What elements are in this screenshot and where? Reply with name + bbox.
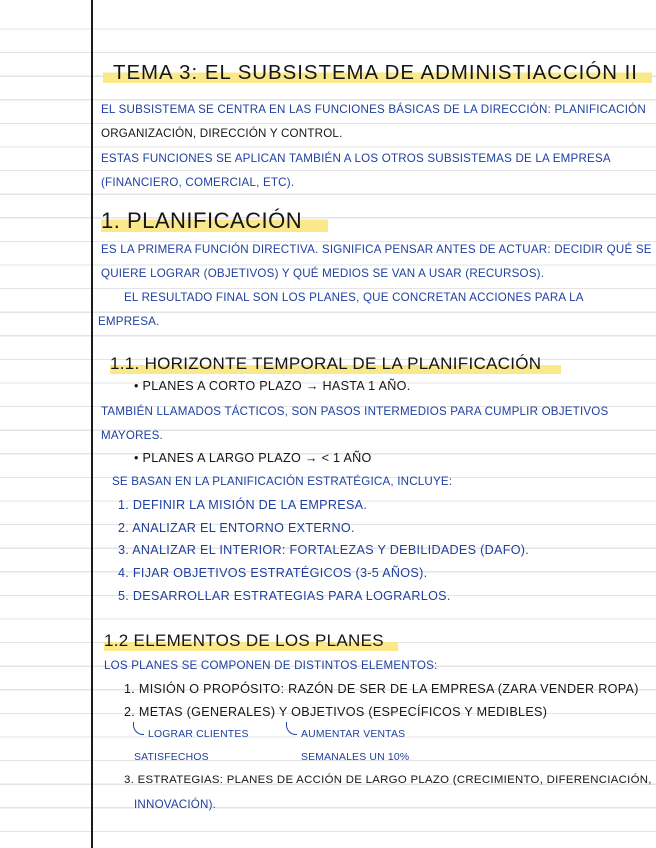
planificacion-line-2: QUIERE LOGRAR (OBJETIVOS) Y QUÉ MEDIOS SE VAN A USAR (RECURSOS).: [101, 267, 545, 280]
intro-line-2: ORGANIZACIÓN, DIRECCIÓN Y CONTROL.: [101, 127, 343, 140]
heading-horizonte: 1.1. HORIZONTE TEMPORAL DE LA PLANIFICACIÓN: [110, 354, 561, 374]
horizonte-note-1: TAMBIÉN LLAMADOS TÁCTICOS, SON PASOS INTERMEDIOS PARA CUMPLIR OBJETIVOS: [101, 405, 609, 418]
margin-line: [91, 0, 93, 848]
elemento-metas: 2. METAS (GENERALES) Y OBJETIVOS (ESPECÍFICOS Y MEDIBLES): [124, 705, 548, 719]
meta-example-1: LOGRAR CLIENTES: [148, 729, 249, 740]
horizonte-note-2: MAYORES.: [101, 429, 163, 442]
planificacion-line-1: ES LA PRIMERA FUNCIÓN DIRECTIVA. SIGNIFICA PENSAR ANTES DE ACTUAR: DECIDIR QUÉ SE: [101, 243, 652, 256]
estrategia-step-4: 4. FIJAR OBJETIVOS ESTRATÉGICOS (3-5 AÑOS).: [118, 566, 428, 580]
intro-line-4: (FINANCIERO, COMERCIAL, ETC).: [101, 176, 295, 189]
elemento-mision: 1. MISIÓN O PROPÓSITO: RAZÓN DE SER DE LA EMPRESA (ZARA VENDER ROPA): [124, 682, 639, 696]
meta-example-2: SATISFECHOS: [134, 752, 209, 763]
planificacion-line-3: EL RESULTADO FINAL SON LOS PLANES, QUE CONCRETAN ACCIONES PARA LA: [124, 291, 584, 304]
page-title: TEMA 3: EL SUBSISTEMA DE ADMINISTIACCIÓN II: [103, 62, 652, 85]
estrategia-step-5: 5. DESARROLLAR ESTRATEGIAS PARA LOGRARLOS.: [118, 589, 451, 603]
estrategia-step-1: 1. DEFINIR LA MISIÓN DE LA EMPRESA.: [118, 498, 368, 512]
objetivo-example-2: SEMANALES UN 10%: [301, 752, 410, 763]
planificacion-line-4: EMPRESA.: [98, 315, 160, 328]
estrategia-step-3: 3. ANALIZAR EL INTERIOR: FORTALEZAS Y DEBILIDADES (DAFO).: [118, 543, 530, 557]
elemento-estrategias: 3. ESTRATEGIAS: PLANES DE ACCIÓN DE LARGO PLAZO (CRECIMIENTO, DIFERENCIACIÓN,: [124, 774, 652, 786]
intro-line-1: EL SUBSISTEMA SE CENTRA EN LAS FUNCIONES BÁSICAS DE LA DIRECCIÓN: PLANIFICACIÓN: [101, 103, 646, 116]
intro-line-3: ESTAS FUNCIONES SE APLICAN TAMBIÉN A LOS OTROS SUBSISTEMAS DE LA EMPRESA: [101, 152, 611, 165]
horizonte-bullet-corto: • PLANES A CORTO PLAZO → HASTA 1 AÑO.: [134, 379, 411, 393]
estrategia-step-2: 2. ANALIZAR EL ENTORNO EXTERNO.: [118, 521, 355, 535]
elementos-intro: LOS PLANES SE COMPONEN DE DISTINTOS ELEMENTOS:: [104, 659, 438, 672]
elemento-estrategias-cont: INNOVACIÓN).: [134, 798, 217, 811]
heading-elementos: 1.2 ELEMENTOS DE LOS PLANES: [104, 631, 398, 651]
objetivo-example-1: AUMENTAR VENTAS: [301, 729, 406, 740]
horizonte-bullet-largo: • PLANES A LARGO PLAZO → < 1 AÑO: [134, 451, 372, 465]
horizonte-basan: SE BASAN EN LA PLANIFICACIÓN ESTRATÉGICA, INCLUYE:: [112, 475, 453, 488]
heading-planificacion: 1. PLANIFICACIÓN: [101, 208, 328, 234]
